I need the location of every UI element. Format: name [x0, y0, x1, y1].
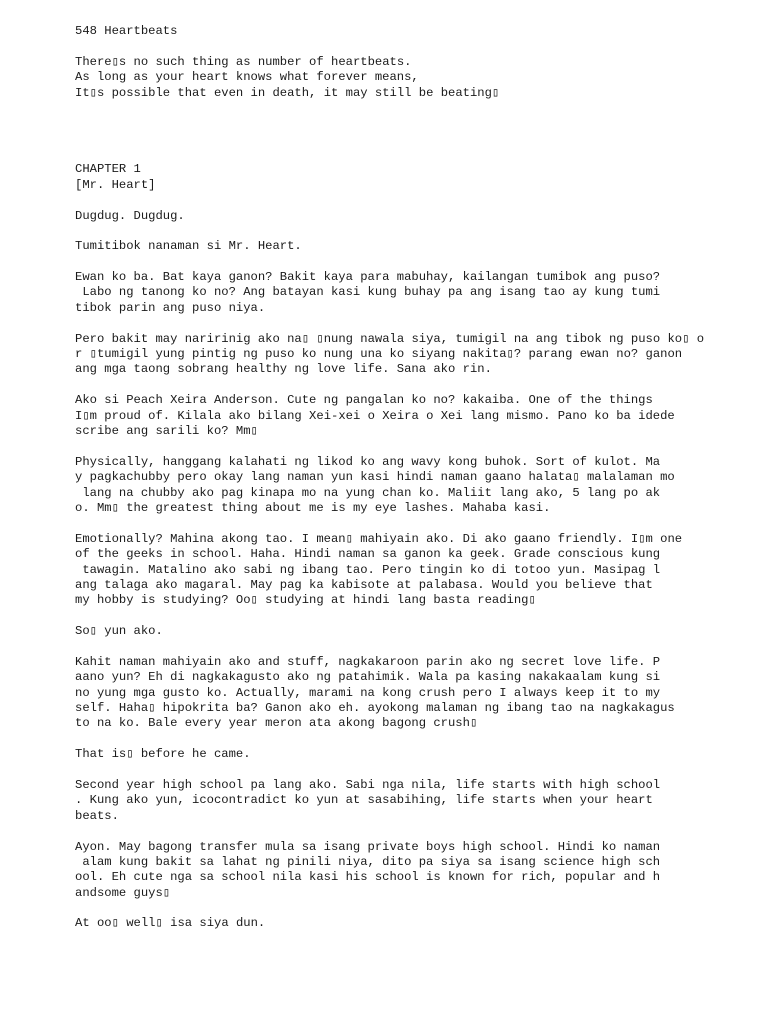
paragraph-line: no yung mga gusto ko. Actually, marami na kong crush pero I always keep it to my	[75, 685, 661, 700]
paragraph-line: At oo▯ well▯ isa siya dun.	[75, 916, 266, 931]
epigraph-line: There▯s no such thing as number of heartbeats.	[75, 54, 412, 69]
paragraph-line: lang na chubby ako pag kinapa mo na yung chan ko. Maliit lang ako, 5 lang po ak	[75, 485, 661, 500]
paragraph-line: tibok parin ang puso niya.	[75, 300, 266, 315]
paragraph-line: So▯ yun ako.	[75, 624, 163, 639]
paragraph	[75, 747, 725, 762]
paragraph-line: Tumitibok nanaman si Mr. Heart.	[75, 239, 302, 254]
paragraph-line: Ayon. May bagong transfer mula sa isang private boys high school. Hindi ko naman	[75, 839, 661, 854]
epigraph	[75, 55, 725, 101]
paragraph	[75, 209, 725, 224]
paragraph	[75, 840, 725, 902]
paragraph-line: Emotionally? Mahina akong tao. I mean▯ mahiyain ako. Di ako gaano friendly. I▯m one	[75, 531, 683, 546]
paragraph-line: ang mga taong sobrang healthy ng love life. Sana ako rin.	[75, 362, 492, 377]
paragraph-line: Second year high school pa lang ako. Sabi nga nila, life starts with high school	[75, 777, 661, 792]
paragraph-line: to na ko. Bale every year meron ata akong bagong crush▯	[75, 716, 478, 731]
paragraph-line: Ako si Peach Xeira Anderson. Cute ng pangalan ko no? kakaiba. One of the things	[75, 393, 653, 408]
paragraph-line: my hobby is studying? Oo▯ studying at hindi lang basta reading▯	[75, 593, 536, 608]
paragraph-line: tawagin. Matalino ako sabi ng ibang tao. Pero tingin ko di totoo yun. Masipag l	[75, 562, 661, 577]
paragraph	[75, 332, 725, 378]
paragraph-line: Dugdug. Dugdug.	[75, 208, 185, 223]
paragraph-line: Kahit naman mahiyain ako and stuff, nagkakaroon parin ako ng secret love life. P	[75, 654, 661, 669]
paragraph	[75, 916, 725, 931]
paragraph-line: o. Mm▯ the greatest thing about me is my eye lashes. Mahaba kasi.	[75, 500, 551, 515]
paragraph-line: I▯m proud of. Kilala ako bilang Xei-xei o Xeira o Xei lang mismo. Pano ko ba idede	[75, 408, 675, 423]
section-spacer	[75, 116, 725, 162]
epigraph-line: As long as your heart knows what forever means,	[75, 70, 419, 85]
paragraph-line: scribe ang sarili ko? Mm▯	[75, 423, 258, 438]
paragraph-line: That is▯ before he came.	[75, 747, 251, 762]
paragraph-line: beats.	[75, 808, 119, 823]
paragraph-line: Pero bakit may naririnig ako na▯ ▯nung nawala siya, tumigil na ang tibok ng puso ko▯ o	[75, 331, 705, 346]
paragraph	[75, 455, 725, 517]
paragraph-line: aano yun? Eh di nagkakagusto ako ng patahimik. Wala pa kasing nakakaalam kung si	[75, 670, 661, 685]
chapter-heading-block	[75, 162, 725, 193]
paragraph-line: ang talaga ako magaral. May pag ka kabisote at palabasa. Would you believe that	[75, 577, 653, 592]
paragraph-line: alam kung bakit sa lahat ng pinili niya, dito pa siya sa isang science high sch	[75, 854, 661, 869]
document-title-block	[75, 24, 725, 39]
paragraph-line: Physically, hanggang kalahati ng likod ko ang wavy kong buhok. Sort of kulot. Ma	[75, 454, 661, 469]
chapter-heading: CHAPTER 1	[75, 162, 141, 177]
chapter-body	[75, 209, 725, 932]
paragraph	[75, 239, 725, 254]
paragraph	[75, 624, 725, 639]
chapter-subtitle: [Mr. Heart]	[75, 177, 156, 192]
paragraph	[75, 532, 725, 609]
paragraph	[75, 393, 725, 439]
epigraph-line: It▯s possible that even in death, it may still be beating▯	[75, 85, 500, 100]
paragraph-line: andsome guys▯	[75, 885, 171, 900]
paragraph-line: of the geeks in school. Haha. Hindi naman sa ganon ka geek. Grade conscious kung	[75, 547, 661, 562]
paragraph	[75, 778, 725, 824]
paragraph-line: . Kung ako yun, icocontradict ko yun at sasabihing, life starts when your heart	[75, 793, 653, 808]
paragraph-line: ool. Eh cute nga sa school nila kasi his school is known for rich, popular and h	[75, 870, 661, 885]
paragraph-line: r ▯tumigil yung pintig ng puso ko nung una ko siyang nakita▯? parang ewan no? ganon	[75, 347, 683, 362]
document-page	[75, 24, 725, 947]
paragraph	[75, 270, 725, 316]
paragraph-line: Ewan ko ba. Bat kaya ganon? Bakit kaya para mabuhay, kailangan tumibok ang puso?	[75, 270, 661, 285]
paragraph-line: Labo ng tanong ko no? Ang batayan kasi kung buhay pa ang isang tao ay kung tumi	[75, 285, 661, 300]
paragraph	[75, 655, 725, 732]
paragraph-line: self. Haha▯ hipokrita ba? Ganon ako eh. ayokong malaman ng ibang tao na nagkakagus	[75, 701, 675, 716]
document-title: 548 Heartbeats	[75, 24, 178, 38]
paragraph-line: y pagkachubby pero okay lang naman yun kasi hindi naman gaano halata▯ malalaman mo	[75, 470, 675, 485]
